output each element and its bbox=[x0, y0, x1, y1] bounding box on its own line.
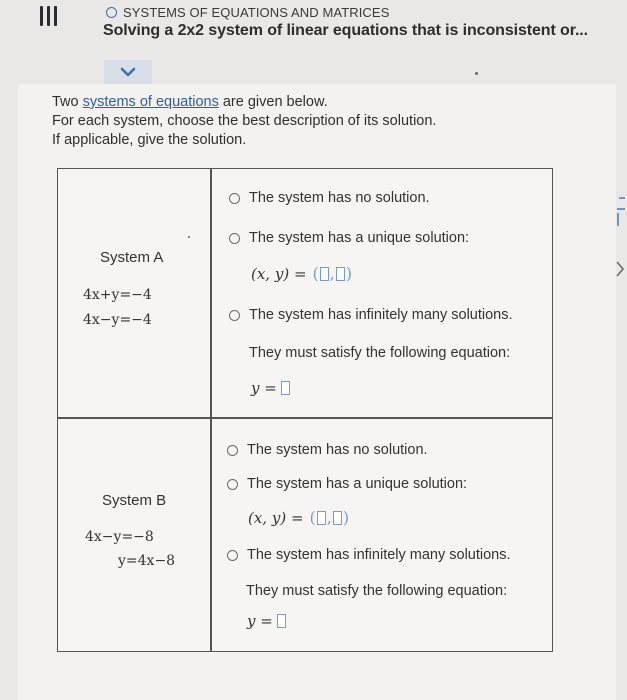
y-input[interactable] bbox=[333, 511, 342, 525]
comma: , bbox=[329, 264, 335, 283]
instructions-text: Two bbox=[52, 94, 83, 110]
option-label: The system has a unique solution: bbox=[247, 476, 468, 492]
system-b-option-no-solution[interactable] bbox=[227, 442, 428, 458]
system-a-equation-2: 4x−y=−4 bbox=[83, 312, 152, 328]
topic-label: SYSTEMS OF EQUATIONS AND MATRICES bbox=[123, 5, 390, 20]
instructions-line-3: If applicable, give the solution. bbox=[52, 132, 247, 148]
system-a-option-infinite[interactable] bbox=[229, 307, 513, 323]
system-a-option-unique[interactable] bbox=[229, 230, 469, 246]
systems-table bbox=[57, 168, 553, 652]
comma: , bbox=[326, 508, 332, 527]
system-b-equation-2: y=4x−8 bbox=[118, 553, 176, 569]
right-edge-controls bbox=[611, 190, 627, 300]
menu-icon[interactable] bbox=[40, 6, 62, 28]
system-b-y-answer bbox=[247, 612, 286, 630]
system-a-option-no-solution[interactable] bbox=[229, 190, 430, 206]
system-a-y-answer bbox=[251, 379, 290, 397]
page-title: Solving a 2x2 system of linear equations that is inconsistent or... bbox=[103, 22, 588, 39]
column-divider bbox=[210, 169, 212, 651]
instructions-text: are given below. bbox=[218, 94, 328, 110]
topic-circle-icon bbox=[106, 7, 117, 18]
paren-open: ( bbox=[309, 508, 316, 527]
option-label: The system has no solution. bbox=[249, 190, 430, 206]
edge-controls-icon[interactable] bbox=[611, 190, 627, 300]
decorative-dot bbox=[188, 236, 190, 238]
y-label: y = bbox=[247, 612, 273, 630]
paren-close: ) bbox=[345, 264, 353, 283]
option-label: The system has infinitely many solutions. bbox=[247, 547, 511, 563]
pair-label: (x, y) = bbox=[251, 264, 307, 283]
top-bar bbox=[0, 0, 627, 64]
system-b-must-satisfy: They must satisfy the following equation: bbox=[246, 583, 508, 599]
y-label: y = bbox=[251, 379, 277, 397]
chevron-down-icon bbox=[120, 67, 136, 77]
y-equation-input[interactable] bbox=[281, 381, 290, 395]
system-a-must-satisfy: They must satisfy the following equation: bbox=[249, 345, 511, 361]
instructions bbox=[52, 93, 436, 150]
system-b-option-infinite[interactable] bbox=[227, 547, 511, 563]
radio-icon[interactable] bbox=[227, 479, 238, 490]
system-b-label: System B bbox=[102, 492, 167, 509]
system-a-label: System A bbox=[100, 249, 164, 266]
decorative-dot bbox=[475, 72, 478, 75]
option-label: The system has infinitely many solutions. bbox=[249, 307, 513, 323]
system-b-option-unique[interactable] bbox=[227, 476, 467, 492]
option-label: The system has no solution. bbox=[247, 442, 428, 458]
system-b-pair-answer bbox=[248, 508, 349, 527]
system-b-equation-1: 4x−y=−8 bbox=[85, 529, 154, 545]
y-input[interactable] bbox=[336, 267, 345, 281]
systems-of-equations-link[interactable]: systems of equations bbox=[82, 94, 219, 110]
radio-icon[interactable] bbox=[229, 310, 240, 321]
pair-label: (x, y) = bbox=[248, 508, 304, 527]
radio-icon[interactable] bbox=[227, 445, 238, 456]
row-divider bbox=[58, 417, 552, 419]
radio-icon[interactable] bbox=[229, 193, 240, 204]
expand-tab[interactable] bbox=[104, 60, 152, 84]
radio-icon[interactable] bbox=[227, 550, 238, 561]
pair-input-group bbox=[310, 508, 350, 527]
pair-input-group bbox=[313, 264, 353, 283]
topic-breadcrumb bbox=[106, 5, 389, 20]
system-a-equation-1: 4x+y=−4 bbox=[83, 287, 152, 303]
instructions-line-1 bbox=[52, 93, 436, 112]
y-equation-input[interactable] bbox=[277, 614, 286, 628]
x-input[interactable] bbox=[317, 511, 326, 525]
system-a-pair-answer bbox=[251, 264, 352, 283]
paren-open: ( bbox=[312, 264, 319, 283]
instructions-line-2: For each system, choose the best description of its solution. bbox=[52, 113, 437, 129]
x-input[interactable] bbox=[320, 267, 329, 281]
option-label: The system has a unique solution: bbox=[249, 230, 470, 246]
paren-close: ) bbox=[342, 508, 350, 527]
radio-icon[interactable] bbox=[229, 233, 240, 244]
